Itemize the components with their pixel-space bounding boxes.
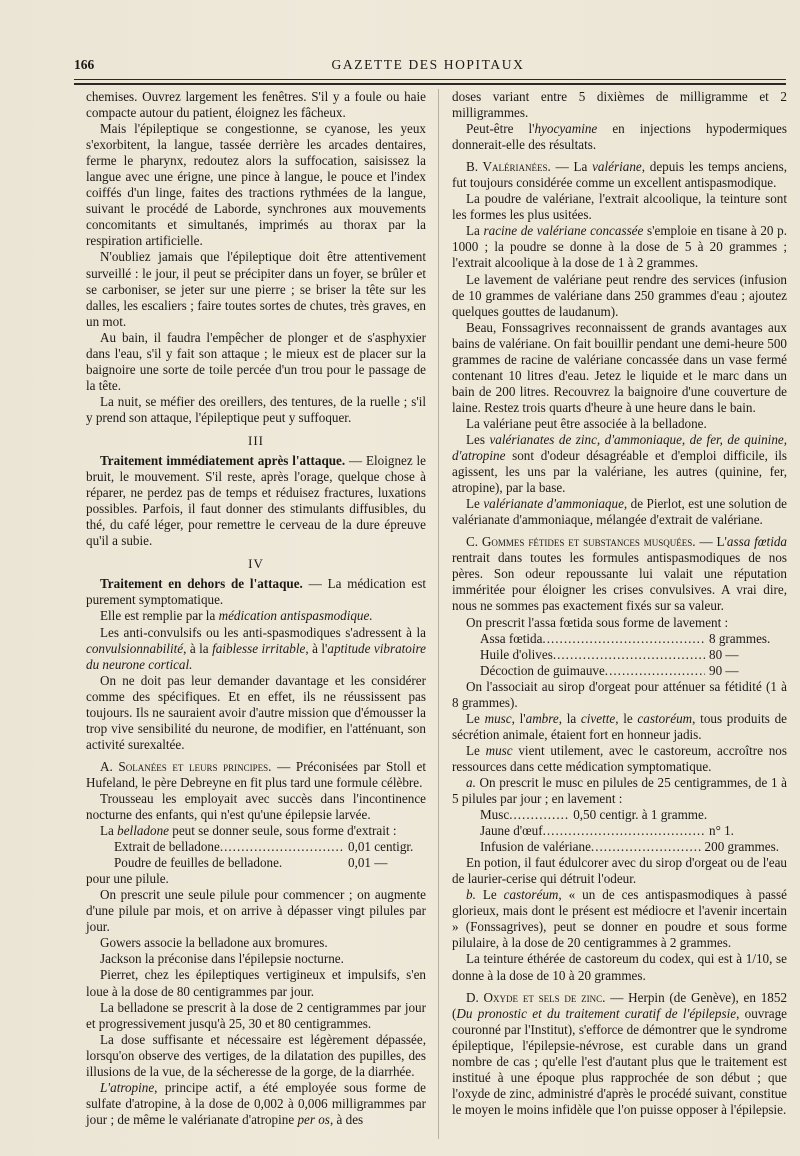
- paragraph: Jackson la préconise dans l'épilepsie nocturne.: [100, 951, 344, 967]
- paragraph-text: , à des: [329, 1111, 364, 1127]
- section-numeral-iii: III: [248, 432, 264, 448]
- recipe-dose: 0,01 —: [348, 855, 388, 871]
- paragraph-text: — Préconisées par Stoll et Hufeland, le père Debreyne en fit plus tard une formule célèbre.: [86, 758, 426, 790]
- paragraph: Gowers associe la belladone aux bromures.: [100, 935, 328, 951]
- paragraph: [452, 496, 787, 528]
- recipe-line: [86, 855, 426, 871]
- italic-text: racine de valériane concassée: [483, 223, 644, 239]
- subsection-heading: B. Valérianées.: [466, 159, 551, 175]
- paragraph: [86, 453, 426, 549]
- italic-text: b.: [466, 887, 476, 903]
- paragraph: Trousseau les employait avec succès dans l'incontinence nocturne des enfants, qui n'est qu'une épilepsie larvée.: [86, 790, 426, 823]
- subsection-heading: A. Solanées et leurs principes.: [100, 758, 272, 774]
- paragraph: [452, 121, 787, 153]
- paragraph-text: Peut-être l': [466, 121, 535, 137]
- paragraph: En potion, il faut édulcorer avec du sirop d'orgeat ou de l'eau de laurier-cerise qui détruit l'odeur.: [452, 855, 787, 887]
- italic-text: per os: [297, 1111, 330, 1127]
- paragraph-text: , le: [615, 710, 638, 726]
- paragraph: [452, 887, 787, 951]
- paragraph-text: peut se donner seule, sous forme d'extrait :: [168, 823, 397, 839]
- paragraph-text: — La médication est purement symptomatique.: [86, 576, 426, 608]
- recipe-ingredient: Musc: [480, 807, 510, 823]
- italic-text: L'atropine: [100, 1079, 155, 1095]
- paragraph: [86, 608, 426, 624]
- recipe-ingredient: Extrait de belladone: [114, 839, 220, 855]
- paragraph: [452, 743, 787, 775]
- section-heading: Traitement en dehors de l'attaque.: [100, 576, 303, 592]
- header-rule-thick: [74, 83, 786, 85]
- paragraph-text: , tous produits de sécrétion animale, étaient fort en honneur jadis.: [452, 710, 787, 742]
- paragraph-text: rentrait dans toutes les formules antispasmodiques de nos pères. Son odeur repoussante lui valait une réputation imméritée pour éloigner les crises convulsives. A vrai dire, nous ne sommes pas exactement fixés sur sa valeur.: [452, 550, 787, 614]
- recipe-dose: 0,01 centigr.: [348, 839, 414, 855]
- italic-text: faiblesse irritable: [212, 640, 306, 656]
- paragraph-text: , la: [558, 710, 581, 726]
- paragraph: Beau, Fonssagrives reconnaissent de grands avantages aux bains de valériane. On fait bouillir pendant une demi-heure 500 grammes de racine de valériane concassée dans un vase fermé contenant 10 litres d'eau. Jetez le liquide et le marc dans un bain de 200 litres. Recouvrez la baignoire d'une couverture de laine. Restez trois quarts d'heure à une heure dans le bain.: [452, 319, 787, 415]
- recipe-dose: 90 —: [709, 662, 739, 678]
- recipe-ingredient: Jaune d'œuf: [480, 823, 543, 839]
- right-column: [452, 89, 787, 1118]
- paragraph: [452, 223, 787, 271]
- section-numeral-iv: IV: [248, 556, 264, 572]
- paragraph-text: , l': [511, 710, 526, 726]
- paragraph: chemises. Ouvrez largement les fenêtres. S'il y a foule ou haie compacte autour du patient, éloignez les fâcheux.: [86, 89, 426, 121]
- recipe-line: [452, 647, 787, 663]
- recipe-line: [452, 807, 787, 823]
- italic-text: valérianate d'ammoniaque: [483, 496, 624, 512]
- paragraph: doses variant entre 5 dixièmes de milligramme et 2 milligrammes.: [452, 89, 787, 121]
- paragraph-text: s'emploie en tisane à 20 p. 1000 ; la poudre se donne à la dose de 5 à 20 grammes ; l'extrait alcoolique à la dose de 1 à 2 grammes.: [452, 223, 787, 271]
- paragraph: La valériane peut être associée à la belladone.: [466, 415, 707, 431]
- leader-dots: [605, 663, 705, 679]
- italic-text: hyocyamine: [534, 121, 598, 137]
- recipe-dose: 8 grammes.: [709, 630, 771, 646]
- paragraph: N'oubliez jamais que l'épileptique doit être attentivement surveillé : le jour, il peut se précipiter dans un foyer, se brûler et se carboniser, se jeter sur une pierre ; se briser la tête sur les dalles, les escaliers ; faire toutes sortes de chutes, très graves, en un mot.: [86, 249, 426, 329]
- paragraph-text: en injections hypodermiques donnerait-elle des résultats.: [452, 121, 787, 153]
- paragraph: Pierret, chez les épileptiques vertigineux et impulsifs, s'en loue à la dose de 80 centigrammes par jour.: [86, 967, 426, 999]
- paragraph-text: Le: [466, 742, 486, 758]
- italic-text: castoréum: [503, 887, 559, 903]
- recipe-ingredient: Infusion de valériane: [480, 839, 591, 855]
- recipe-line: [452, 839, 787, 855]
- italic-text: castoréum: [637, 710, 693, 726]
- paragraph-text: , ouvrage couronné par l'Institut), s'efforce de démontrer que le syndrome épileptique, l'épilepsie-névrose, est curable dans un grand nombre de cas ; qu'elle l'est d'autant plus que le traitement est institué à une époque plus rapprochée de son début ; que l'oxyde de zinc, administré d'après le procédé suivant, constitue le moyen le moins infidèle que l'on puisse opposer à l'épilepsie.: [452, 1005, 787, 1117]
- paragraph: La poudre de valériane, l'extrait alcoolique, la teinture sont les formes les plus usitées.: [452, 191, 787, 223]
- paragraph: [452, 432, 787, 496]
- leader-dots: [509, 807, 569, 823]
- recipe-line: [86, 839, 426, 855]
- paragraph: [86, 1080, 426, 1128]
- italic-text: a.: [466, 774, 476, 790]
- italic-text: aptitude vibratoire du neurone cortical.: [86, 640, 426, 672]
- paragraph-text: La: [100, 823, 118, 839]
- paragraph: On prescrit l'assa fœtida sous forme de lavement :: [466, 614, 729, 630]
- paragraph-text: Le: [466, 710, 485, 726]
- recipe-dose: 200 grammes.: [704, 839, 779, 855]
- paragraph: On l'associait au sirop d'orgeat pour atténuer sa fétidité (1 à 8 grammes).: [452, 678, 787, 710]
- paragraph-text: Les anti-convulsifs ou les anti-spasmodiques s'adressent à la: [100, 624, 426, 640]
- paragraph-text: Le: [466, 496, 484, 512]
- leader-dots: [543, 823, 705, 839]
- paragraph-text: , à l': [305, 640, 328, 656]
- leader-dots: [220, 839, 344, 855]
- recipe-line: [452, 631, 787, 647]
- italic-text: valérianates de zinc, d'ammoniaque, de fer, de quinine, d'atropine: [452, 431, 788, 464]
- paragraph-text: sont d'odeur désagréable et d'emploi difficile, ils agissent, les uns par la valériane, les autres (quinine, fer, atropine), par la base.: [452, 448, 787, 496]
- italic-text: ambre: [525, 710, 559, 726]
- paragraph-text: On prescrit le musc en pilules de 25 centigrammes, de 1 à 5 pilules par jour ; en lavement :: [452, 774, 787, 807]
- paragraph: [86, 625, 426, 673]
- header-rule-thin: [74, 79, 786, 80]
- paragraph: [452, 775, 787, 807]
- italic-text: valériane: [592, 159, 642, 175]
- paragraph: On prescrit une seule pilule pour commencer ; on augmente d'une pilule par mois, et on arrive à dépasser vingt pilules par jour.: [86, 887, 426, 935]
- recipe-line: [452, 663, 787, 679]
- paragraph-text: — L': [695, 534, 727, 550]
- recipe-ingredient: Poudre de feuilles de belladone.: [114, 855, 283, 871]
- paragraph: La teinture éthérée de castoreum du codex, qui est à 1/10, se donne à la dose de 10 à 20 grammes.: [452, 951, 787, 983]
- paragraph-text: , à la: [183, 640, 213, 656]
- paragraph: [452, 159, 787, 191]
- paragraph: Au bain, il faudra l'empêcher de plonger et de s'asphyxier dans l'eau, s'il y fait son attaque ; le mieux est de placer sur la baignoire une sorte de toile percée d'un trou pour le passage de la tête.: [86, 329, 426, 393]
- subsection-heading: C. Gommes fétides et substances musquées.: [466, 534, 696, 550]
- running-header: [74, 57, 782, 77]
- paragraph-text: — Eloignez le bruit, le mouvement. S'il reste, après l'orage, quelque chose à réparer, ne perdez pas de temps et réduisez fractures, luxations possibles. Parfois, il faut donner des stimulants diffusibles, du thé, du café léger, pour remettre le cerveau de la dure épreuve qu'il a subie.: [86, 453, 426, 549]
- italic-text: médication antispasmodique.: [218, 608, 373, 624]
- italic-text: assa fœtida: [726, 534, 788, 550]
- italic-text: convulsionnabilité: [86, 640, 184, 656]
- paragraph-text: , principe actif, a été employée sous forme de sulfate d'atropine, à la dose de 0,002 à 0,006 milligrammes par jour ; de même le valérianate d'atropine: [86, 1079, 426, 1127]
- italic-text: Du pronostic et du traitement curatif de l'épilepsie: [456, 1005, 737, 1021]
- paragraph: La belladone se prescrit à la dose de 2 centigrammes par jour et progressivement jusqu'à 25, 30 et 80 centigrammes.: [86, 999, 426, 1031]
- recipe-dose: 80 —: [709, 646, 739, 662]
- paragraph: pour une pilule.: [86, 871, 169, 887]
- recipe-line: [452, 823, 787, 839]
- paragraph-text: , depuis les temps anciens, fut toujours considérée comme un excellent antispasmodique.: [452, 159, 787, 191]
- journal-title: GAZETTE DES HOPITAUX: [331, 57, 525, 72]
- paragraph-text: , de Pierlot, est une solution de valérianate d'ammoniaque, mélangée d'extrait de valériane.: [452, 496, 787, 528]
- page-number: 166: [74, 57, 95, 72]
- paragraph-text: , « un de ces antispasmodiques à passé glorieux, mais dont le présent est médiocre et l'avenir incertain » (Fonssagrives), peut se donner en poudre et sous forme pilulaire, à la dose de 20 centigrammes à 2 grammes.: [452, 887, 787, 951]
- paragraph-text: — La: [550, 159, 593, 175]
- paragraph-text: Elle est remplie par la: [100, 608, 219, 624]
- leader-dots: [553, 647, 705, 663]
- column-divider: [438, 89, 439, 1139]
- recipe-ingredient: Huile d'olives: [480, 646, 553, 662]
- italic-text: musc: [484, 710, 512, 726]
- paragraph: [86, 576, 426, 608]
- italic-text: belladone: [117, 823, 169, 839]
- paragraph: Mais l'épileptique se congestionne, se cyanose, les yeux s'exorbitent, la langue, tassée derrière les arcades dentaires, ferme le pharynx, redoutez alors la suffocation, saisissez la langue avec une érigne, une pince à langue, le pouce et l'index coiffés d'un linge, faites des tractions rythmées de la langue, suivant le procédé de Laborde, synchrones aux mouvements concomitants et simultanés, imprimés au thorax par la respiration artificielle.: [86, 121, 426, 249]
- paragraph: Le lavement de valériane peut rendre des services (infusion de 10 grammes de valériane dans 250 grammes d'eau ; ajoutez quelques gouttes de laudanum).: [452, 271, 787, 319]
- leader-dots: [591, 839, 701, 855]
- paragraph: [86, 759, 426, 791]
- paragraph: [86, 823, 426, 839]
- paragraph: La dose suffisante et nécessaire est légèrement dépassée, lorsqu'on observe des vertiges, de la dilatation des pupilles, des illusions de la vue, de la sécheresse de la gorge, de la diarrhée.: [86, 1031, 426, 1079]
- recipe-ingredient: Assa fœtida: [480, 630, 543, 646]
- section-heading: Traitement immédiatement après l'attaque.: [100, 453, 346, 469]
- subsection-heading: D. Oxyde et sels de zinc.: [466, 989, 606, 1005]
- paragraph-text: La: [466, 223, 484, 239]
- paragraph: [452, 534, 787, 614]
- leader-dots: [542, 631, 705, 647]
- italic-text: civette: [580, 710, 616, 726]
- paragraph: [452, 990, 787, 1118]
- italic-text: musc: [485, 742, 513, 758]
- left-column: [86, 89, 426, 1128]
- recipe-dose: n° 1.: [709, 823, 734, 839]
- recipe-dose: 0,50 centigr. à 1 gramme.: [573, 807, 708, 823]
- paragraph: On ne doit pas leur demander davantage et les considérer comme des spécifiques. Et en effet, ils ne réussissent pas toujours. Ils ne sauraient avoir d'autre mission que d'émousser la trop vive sensibilité du neurone, de modifier, en l'atténuant, son activité surexaltée.: [86, 672, 426, 752]
- paragraph-text: vient utilement, avec le castoreum, accroître nos ressources dans cette médication symptomatique.: [452, 742, 787, 774]
- paragraph-text: Les: [466, 431, 490, 447]
- paragraph-text: Le: [475, 887, 504, 903]
- recipe-ingredient: Décoction de guimauve: [480, 662, 605, 678]
- paragraph: La nuit, se méfier des oreillers, des tentures, de la ruelle ; s'il y prend son attaque, l'épileptique peut y suffoquer.: [86, 393, 426, 425]
- paragraph: [452, 711, 787, 743]
- paragraph-text: — Herpin (de Genève), en 1852 (: [452, 989, 788, 1021]
